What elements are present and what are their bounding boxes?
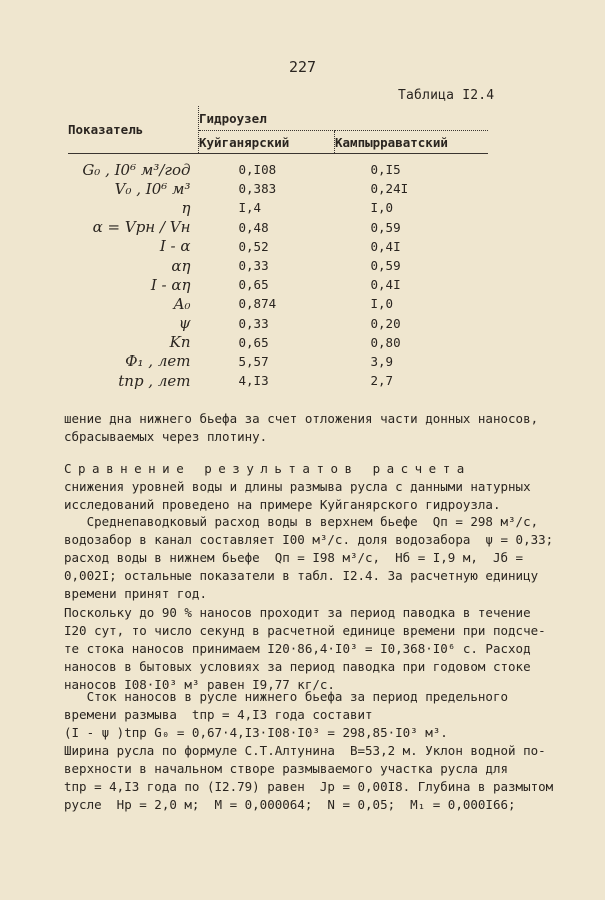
table-row (68, 333, 488, 352)
paragraph-sediment (64, 604, 564, 694)
value-kampyrravat: 0,24I (370, 181, 409, 197)
value-kampyrravat: I,0 (370, 200, 394, 216)
table-row (68, 218, 488, 237)
value-kampyrravat: 0,59 (370, 219, 401, 235)
header-kuiganyar: Куйганярский (199, 131, 335, 154)
paragraph-runoff (64, 688, 564, 814)
row-indicator: Ф₁ , лет (125, 352, 191, 371)
table-row (68, 179, 488, 198)
row-indicator: α = Vрн / Vн (92, 218, 191, 237)
value-kuiganyar: 0,I08 (238, 162, 277, 178)
value-kuiganyar: 0,65 (238, 277, 269, 293)
table-row (68, 256, 488, 275)
value-kuiganyar: 0,52 (238, 238, 269, 254)
data-table (68, 106, 488, 390)
row-indicator: αη (171, 256, 191, 275)
value-kampyrravat: 3,9 (370, 353, 394, 369)
row-indicator: I - αη (150, 275, 191, 294)
value-kuiganyar: 5,57 (238, 353, 269, 369)
text-line: (I - ψ )tпр G₀ = 0,67·4,I3·I08·I0³ = 298,85·I0³ м³. (64, 725, 448, 740)
row-indicator: G₀ , I0⁶ м³/год (82, 160, 191, 179)
row-indicator: V₀ , I0⁶ м³ (114, 179, 191, 198)
text-line: Поскольку до 90 % наносов проходит за период паводка в течение (64, 605, 531, 620)
header-indicator: Показатель (68, 106, 199, 154)
value-kuiganyar: I,4 (238, 200, 262, 216)
value-kuiganyar: 0,383 (238, 181, 277, 197)
table-row (68, 294, 488, 313)
text-line: водозабор в канал составляет I00 м³/с. доля водозабора ψ = 0,33; (64, 532, 554, 547)
paragraph-discharge (64, 513, 564, 603)
row-indicator: η (181, 198, 191, 217)
text-line: Среднепаводковый расход воды в верхнем бьефе Qп = 298 м³/с, (64, 514, 539, 529)
table-row (68, 352, 488, 371)
table-row (68, 275, 488, 294)
value-kampyrravat: 0,80 (370, 334, 401, 350)
text-line: русле Hр = 2,0 м; M = 0,000064; N = 0,05; M₁ = 0,000I66; (64, 797, 516, 812)
value-kuiganyar: 0,48 (238, 219, 269, 235)
header-hydronode: Гидроузел (199, 106, 489, 131)
text-line: те стока наносов принимаем I20·86,4·I0³ = I0,368·I0⁶ с. Расход (64, 641, 531, 656)
text-line: tпр = 4,I3 года по (I2.79) равен Jр = 0,00I8. Глубина в размытом (64, 779, 554, 794)
text-line: исследований проведено на примере Куйганярского гидроузла. (64, 497, 501, 512)
table-caption: Таблица I2.4 (398, 88, 495, 103)
table-row (68, 314, 488, 333)
table-row (68, 371, 488, 390)
value-kampyrravat: I,0 (370, 296, 394, 312)
paragraph-continuation (64, 410, 564, 446)
text-line: снижения уровней воды и длины размыва русла с данными натурных (64, 479, 531, 494)
value-kampyrravat: 0,4I (370, 277, 401, 293)
value-kuiganyar: 0,874 (238, 296, 277, 312)
value-kuiganyar: 0,65 (238, 334, 269, 350)
paragraph-comparison (64, 460, 564, 514)
row-indicator: A₀ (173, 294, 191, 313)
value-kampyrravat: 2,7 (370, 373, 394, 389)
table-row (68, 237, 488, 256)
value-kuiganyar: 0,33 (238, 258, 269, 274)
table-row (68, 154, 488, 180)
text-line: наносов в бытовых условиях за период паводка при годовом стоке (64, 659, 531, 674)
text-line: наносов I08·I0³ м³ равен I9,77 кг/с. (64, 677, 335, 692)
text-line: верхности в начальном створе размываемого участка русла для (64, 761, 509, 776)
text-line: времени размыва tпр = 4,I3 года составит (64, 707, 373, 722)
row-indicator: ψ (178, 314, 191, 333)
value-kuiganyar: 4,I3 (238, 373, 269, 389)
value-kampyrravat: 0,I5 (370, 162, 401, 178)
text-line: I20 сут, то число секунд в расчетной единице времени при подсче- (64, 623, 546, 638)
value-kampyrravat: 0,4I (370, 238, 401, 254)
row-indicator: tпр , лет (118, 371, 191, 390)
text-line: 0,002I; остальные показатели в табл. I2.4. За расчетную единицу (64, 568, 539, 583)
value-kampyrravat: 0,20 (370, 315, 401, 331)
text-line: Ширина русла по формуле С.Т.Алтунина B=53,2 м. Уклон водной по- (64, 743, 546, 758)
text-line: Сток наносов в русле нижнего бьефа за период предельного (64, 689, 509, 704)
table-row (68, 198, 488, 217)
value-kampyrravat: 0,59 (370, 258, 401, 274)
spaced-heading: Сравнение результатов расчета (64, 461, 471, 476)
text-line: сбрасываемых через плотину. (64, 429, 268, 444)
text-line: расход воды в нижнем бьефе Qп = I98 м³/с, Hб = I,9 м, Jб = (64, 550, 524, 565)
row-indicator: Kп (169, 333, 191, 352)
value-kuiganyar: 0,33 (238, 315, 269, 331)
text-line: шение дна нижнего бьефа за счет отложения части донных наносов, (64, 411, 539, 426)
header-kampyrravat: Кампырраватский (335, 131, 489, 154)
row-indicator: I - α (159, 237, 191, 256)
page-number: 227 (288, 58, 317, 76)
text-line: времени принят год. (64, 586, 207, 601)
